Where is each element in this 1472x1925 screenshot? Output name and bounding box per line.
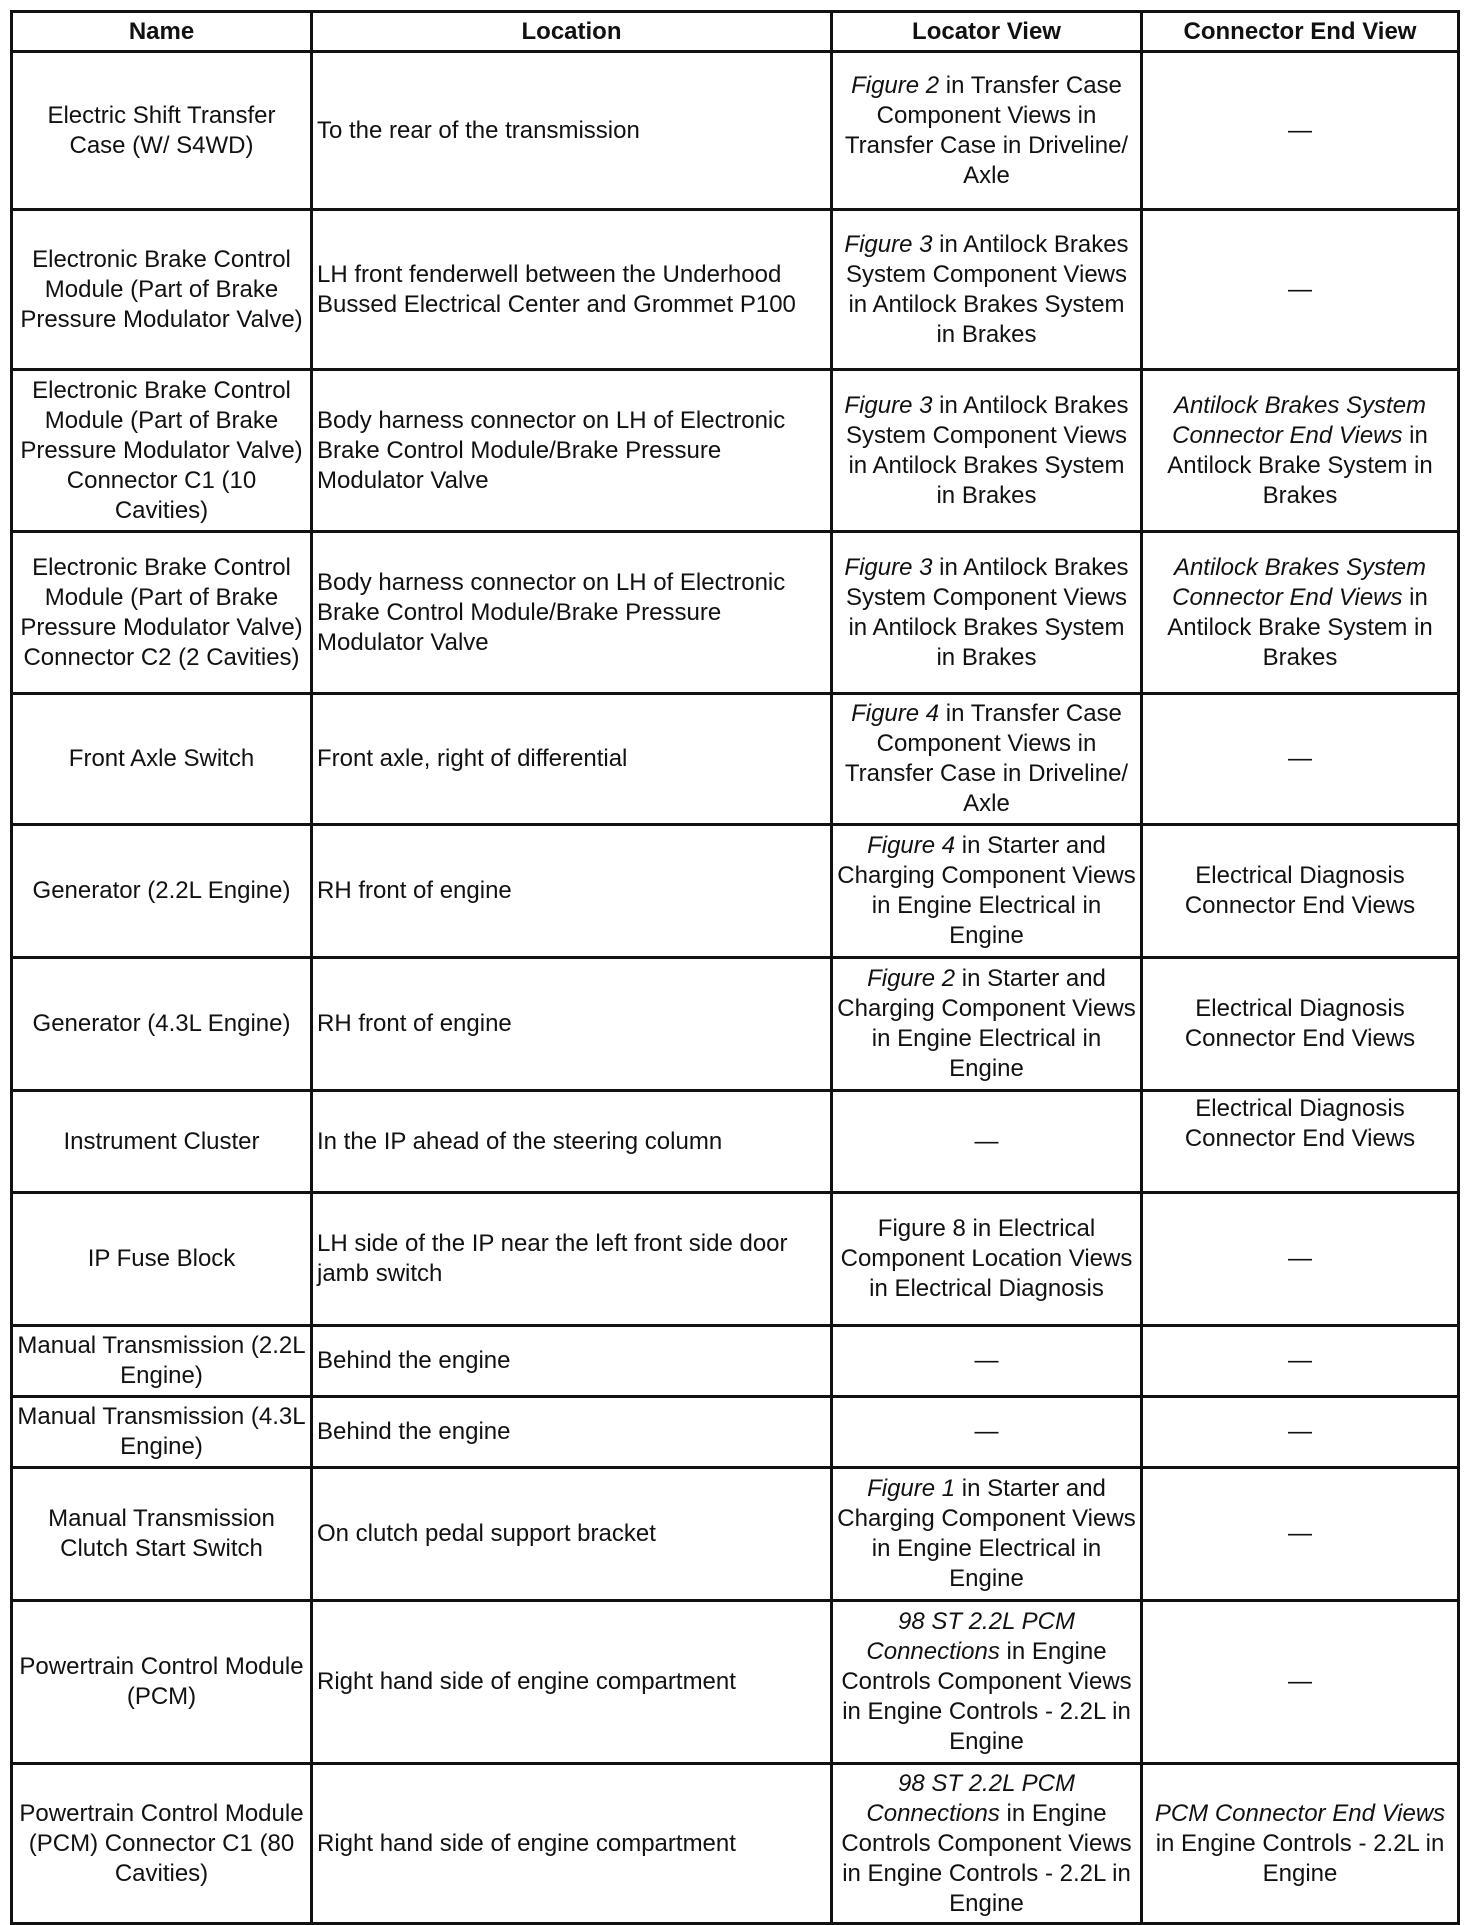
cell-connector-end-view — [1142, 1397, 1459, 1468]
cell-connector-end-view — [1142, 958, 1459, 1091]
table-row — [12, 1468, 1459, 1601]
locator-view-text: — — [974, 1418, 999, 1445]
table-row — [12, 1601, 1459, 1764]
cell-name: Electronic Brake Control Module (Part of Brake Pressure Modulator Valve) Connector C1 (10 Cavities) — [12, 370, 312, 532]
cell-location: Body harness connector on LH of Electronic Brake Control Module/Brake Pressure Modulator Valve — [312, 532, 832, 694]
locator-view-emphasis: Figure 3 — [844, 553, 933, 581]
locator-view-text: in Antilock Brakes System Component Views in Antilock Brakes System in Brakes — [845, 553, 1129, 671]
cell-name: Manual Transmission (4.3L Engine) — [12, 1397, 312, 1468]
table-row — [12, 694, 1459, 825]
connector-view-text: — — [1288, 116, 1312, 144]
cell-location: Right hand side of engine compartment — [312, 1601, 832, 1764]
cell-name: Manual Transmission Clutch Start Switch — [12, 1468, 312, 1601]
cell-location: RH front of engine — [312, 958, 832, 1091]
locator-view-text: in Transfer Case Component Views in Transfer Case in Driveline/ Axle — [844, 71, 1129, 189]
connector-view-text: in Antilock Brake System in Brakes — [1167, 583, 1433, 671]
cell-name: Powertrain Control Module (PCM) Connector C1 (80 Cavities) — [12, 1764, 312, 1924]
cell-location: RH front of engine — [312, 825, 832, 958]
cell-connector-end-view — [1142, 52, 1459, 210]
table-row — [12, 210, 1459, 370]
header-name: Name — [12, 12, 312, 52]
cell-locator-view — [832, 52, 1142, 210]
cell-location: Body harness connector on LH of Electronic Brake Control Module/Brake Pressure Modulator Valve — [312, 370, 832, 532]
component-location-table — [10, 10, 1460, 1925]
cell-name: Electric Shift Transfer Case (W/ S4WD) — [12, 52, 312, 210]
cell-locator-view — [832, 1326, 1142, 1397]
connector-view-text: — — [1288, 1418, 1312, 1445]
cell-location: Behind the engine — [312, 1397, 832, 1468]
locator-view-emphasis: 98 ST 2.2L PCM Connections — [866, 1769, 1075, 1827]
header-row — [12, 12, 1459, 52]
cell-name: Front Axle Switch — [12, 694, 312, 825]
connector-view-text: — — [1288, 1347, 1312, 1374]
locator-view-text: in Antilock Brakes System Component Views in Antilock Brakes System in Brakes — [845, 391, 1129, 509]
table-row — [12, 52, 1459, 210]
connector-view-text: — — [1288, 745, 1312, 772]
cell-location: In the IP ahead of the steering column — [312, 1091, 832, 1193]
cell-name: Electronic Brake Control Module (Part of Brake Pressure Modulator Valve) — [12, 210, 312, 370]
header-connector-end-view: Connector End View — [1142, 12, 1459, 52]
header-location: Location — [312, 12, 832, 52]
table-row — [12, 532, 1459, 694]
cell-locator-view — [832, 1193, 1142, 1326]
locator-view-emphasis: Figure 4 — [851, 700, 940, 727]
locator-view-emphasis: Figure 3 — [844, 230, 933, 258]
cell-locator-view — [832, 532, 1142, 694]
cell-location: Front axle, right of differential — [312, 694, 832, 825]
cell-locator-view — [832, 694, 1142, 825]
connector-view-text: in Engine Controls - 2.2L in Engine — [1155, 1829, 1445, 1887]
connector-view-text: — — [1288, 1668, 1312, 1695]
cell-name: Generator (4.3L Engine) — [12, 958, 312, 1091]
cell-locator-view — [832, 958, 1142, 1091]
cell-connector-end-view — [1142, 210, 1459, 370]
table-row — [12, 1397, 1459, 1468]
cell-location: Right hand side of engine compartment — [312, 1764, 832, 1924]
locator-view-text: — — [974, 1127, 999, 1155]
table-row — [12, 825, 1459, 958]
cell-locator-view — [832, 210, 1142, 370]
cell-connector-end-view — [1142, 370, 1459, 532]
locator-view-text: in Transfer Case Component Views in Transfer Case in Driveline/ Axle — [844, 700, 1129, 817]
cell-name: Electronic Brake Control Module (Part of Brake Pressure Modulator Valve) Connector C2 (2 Cavities) — [12, 532, 312, 694]
table-row — [12, 1764, 1459, 1924]
cell-name: Manual Transmission (2.2L Engine) — [12, 1326, 312, 1397]
table-row — [12, 1326, 1459, 1397]
locator-view-text: in Starter and Charging Component Views in Engine Electrical in Engine — [837, 1475, 1136, 1592]
locator-view-text: — — [974, 1347, 999, 1374]
locator-view-text: in Engine Controls Component Views in Engine Controls - 2.2L in Engine — [841, 1638, 1132, 1755]
connector-view-text: Electrical Diagnosis Connector End Views — [1184, 1095, 1416, 1152]
cell-connector-end-view — [1142, 532, 1459, 694]
locator-view-text: in Antilock Brakes System Component Views in Antilock Brakes System in Brakes — [845, 230, 1129, 348]
connector-view-text: Electrical Diagnosis Connector End Views — [1184, 862, 1416, 919]
cell-connector-end-view — [1142, 1091, 1459, 1193]
cell-name: Instrument Cluster — [12, 1091, 312, 1193]
cell-connector-end-view — [1142, 1601, 1459, 1764]
locator-view-emphasis: Figure 2 — [851, 71, 940, 99]
cell-connector-end-view — [1142, 694, 1459, 825]
cell-name: Powertrain Control Module (PCM) — [12, 1601, 312, 1764]
table-row — [12, 958, 1459, 1091]
connector-view-text: — — [1288, 275, 1312, 303]
locator-view-text: in Starter and Charging Component Views in Engine Electrical in Engine — [837, 832, 1136, 949]
cell-locator-view — [832, 1764, 1142, 1924]
locator-view-text: in Engine Controls Component Views in Engine Controls - 2.2L in Engine — [841, 1799, 1132, 1917]
table-row — [12, 1091, 1459, 1193]
cell-connector-end-view — [1142, 1468, 1459, 1601]
locator-view-emphasis: Figure 2 — [867, 965, 956, 992]
header-locator-view: Locator View — [832, 12, 1142, 52]
cell-connector-end-view — [1142, 1326, 1459, 1397]
cell-locator-view — [832, 370, 1142, 532]
table-row — [12, 1193, 1459, 1326]
cell-location: To the rear of the transmission — [312, 52, 832, 210]
cell-location: LH side of the IP near the left front side door jamb switch — [312, 1193, 832, 1326]
cell-name: IP Fuse Block — [12, 1193, 312, 1326]
locator-view-emphasis: 98 ST 2.2L PCM Connections — [866, 1608, 1075, 1665]
connector-view-emphasis: Antilock Brakes System Connector End Views — [1172, 391, 1427, 449]
connector-view-text: — — [1288, 1245, 1312, 1272]
cell-connector-end-view — [1142, 1764, 1459, 1924]
cell-locator-view — [832, 1601, 1142, 1764]
connector-view-text: in Antilock Brake System in Brakes — [1167, 421, 1433, 509]
locator-view-emphasis: Figure 4 — [867, 832, 956, 859]
cell-locator-view — [832, 1468, 1142, 1601]
cell-connector-end-view — [1142, 825, 1459, 958]
cell-location: On clutch pedal support bracket — [312, 1468, 832, 1601]
cell-location: LH front fenderwell between the Underhood Bussed Electrical Center and Grommet P100 — [312, 210, 832, 370]
locator-view-emphasis: Figure 1 — [867, 1475, 956, 1502]
connector-view-emphasis: PCM Connector End Views — [1154, 1799, 1446, 1827]
cell-connector-end-view — [1142, 1193, 1459, 1326]
component-locator-document — [10, 10, 1457, 1917]
cell-locator-view — [832, 1091, 1142, 1193]
connector-view-text: Electrical Diagnosis Connector End Views — [1184, 995, 1416, 1052]
cell-locator-view — [832, 825, 1142, 958]
locator-view-text: Figure 8 in Electrical Component Location Views in Electrical Diagnosis — [840, 1215, 1133, 1302]
connector-view-text: — — [1288, 1520, 1312, 1547]
locator-view-text: in Starter and Charging Component Views in Engine Electrical in Engine — [837, 965, 1136, 1082]
locator-view-emphasis: Figure 3 — [844, 391, 933, 419]
cell-locator-view — [832, 1397, 1142, 1468]
cell-name: Generator (2.2L Engine) — [12, 825, 312, 958]
table-row — [12, 370, 1459, 532]
cell-location: Behind the engine — [312, 1326, 832, 1397]
connector-view-emphasis: Antilock Brakes System Connector End Views — [1172, 553, 1427, 611]
